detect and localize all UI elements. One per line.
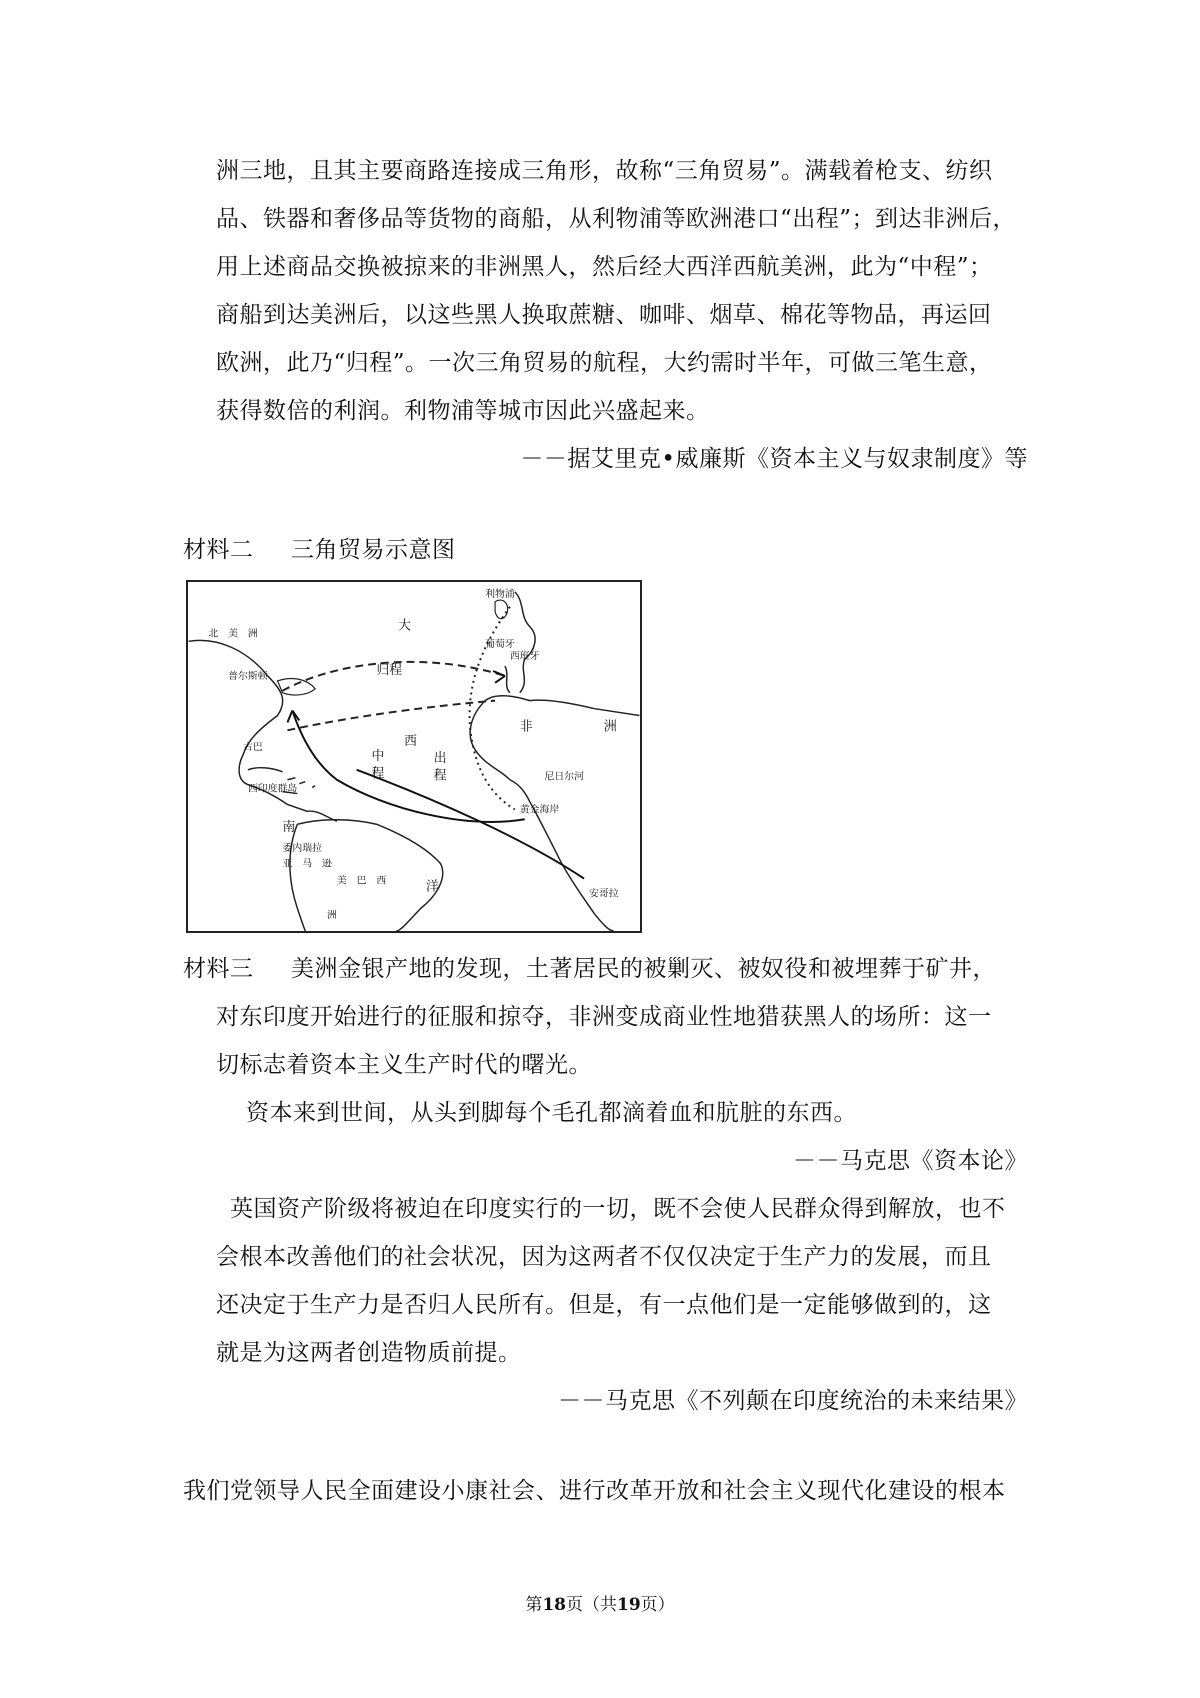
label-da: 大 — [398, 618, 412, 634]
label-newfoundland: 普尔斯顿 — [228, 670, 268, 682]
label-xi: 西 — [404, 734, 417, 750]
label-zhong: 中 — [371, 748, 385, 764]
middle-passage — [292, 711, 524, 822]
material3-line-1-text: 美洲金银产地的发现，土著居民的被剿灭、被奴役和被埋葬于矿井， — [291, 956, 996, 982]
label-niger: 尼日尔河 — [544, 771, 585, 783]
label-zhou: 洲 — [326, 910, 337, 922]
material3-line-3: 切标志着资本主义生产时代的曙光。 — [216, 1052, 592, 1078]
newfoundland-coast — [278, 679, 316, 696]
material3-para-line-2: 会根本改善他们的社会状况，因为这两者不仅仅决定于生产力的发展，而且 — [216, 1244, 992, 1270]
label-portugal: 葡萄牙 — [485, 639, 515, 651]
label-gold-coast: 黄金海岸 — [519, 804, 560, 816]
label-yang: 洋 — [425, 879, 439, 895]
label-africa: 非 — [519, 719, 533, 735]
material3-para-line-3: 还决定于生产力是否归人民所有。但是，有一点他们是一定能够做到的，这 — [216, 1292, 992, 1318]
label-cheng-out: 程 — [433, 768, 447, 784]
map-svg — [188, 582, 640, 931]
material3-para-source: －－马克思《不列颠在印度统治的未来结果》 — [558, 1388, 1028, 1414]
label-west-indies: 西印度群岛 — [247, 783, 298, 795]
material2-title: 三角贸易示意图 — [291, 537, 456, 563]
material3-quote: 资本来到世间，从头到脚每个毛孔都滴着血和肮脏的东西。 — [246, 1100, 857, 1126]
footer-suffix: 页） — [640, 1595, 675, 1615]
page-footer — [0, 1590, 1200, 1615]
label-brazil: 美 巴 西 — [336, 875, 387, 887]
footer-page-number: 18 — [542, 1595, 566, 1615]
material1-line-2: 品、铁器和奢侈品等货物的商船，从利物浦等欧洲港口“出程”；到达非洲后， — [216, 206, 1017, 232]
material2-label: 材料二 — [183, 537, 254, 563]
footer-prefix: 第 — [525, 1595, 543, 1615]
arrow-head-1 — [287, 711, 299, 723]
material2-heading — [183, 533, 456, 567]
material1-line-1: 洲三地，且其主要商路连接成三角形，故称“三角贸易”。满载着枪支、纺织 — [216, 158, 993, 184]
britain-coast — [495, 600, 508, 619]
material1-line-3: 用上述商品交换被掠来的非洲黑人，然后经大西洋西航美洲，此为“中程”； — [216, 254, 993, 280]
label-gui-cheng: 归程 — [376, 662, 403, 678]
material3-para-line-1: 英国资产阶级将被迫在印度实行的一切，既不会使人民群众得到解放，也不 — [230, 1196, 1006, 1222]
label-angola: 安哥拉 — [588, 888, 619, 900]
arrow-head-2 — [493, 671, 505, 683]
label-cuba: 古巴 — [242, 742, 263, 754]
label-venezuela: 委内瑞拉 — [282, 842, 323, 854]
label-north-america: 北 美 洲 — [208, 628, 258, 640]
label-spain: 西班牙 — [509, 651, 540, 663]
footer-total-pages: 19 — [617, 1595, 641, 1615]
triangle-trade-map — [186, 580, 642, 933]
label-south: 南 — [282, 820, 296, 836]
material1-line-5: 欧洲，此乃“归程”。一次三角贸易的航程，大约需时半年，可做三笔生意， — [216, 350, 993, 376]
label-chu: 出 — [433, 750, 447, 766]
label-amazon: 亚 马 逊 — [282, 858, 332, 870]
material1-line-6: 获得数倍的利润。利物浦等城市因此兴盛起来。 — [216, 398, 710, 424]
footer-middle: 页（共 — [566, 1595, 617, 1615]
label-africa-2: 洲 — [603, 719, 617, 735]
return-route-2 — [287, 701, 495, 731]
middle-passage-2 — [357, 770, 584, 879]
material3-label: 材料三 — [183, 956, 254, 982]
label-cheng-mid: 程 — [371, 766, 385, 782]
label-europe: 利物浦 — [485, 588, 515, 600]
material1-line-4: 商船到达美洲后，以这些黑人换取蔗糖、咖啡、烟草、棉花等物品，再运回 — [216, 302, 992, 328]
material3-line-2: 对东印度开始进行的征服和掠夺，非洲变成商业性地猎获黑人的场所：这一 — [216, 1004, 992, 1030]
material1-source: －－据艾里克•威廉斯《资本主义与奴隶制度》等 — [520, 446, 1028, 472]
material3-quote-source: －－马克思《资本论》 — [793, 1148, 1028, 1174]
material3-para-line-4: 就是为这两者创造物质前提。 — [216, 1340, 522, 1366]
bottom-text-line: 我们党领导人民全面建设小康社会、进行改革开放和社会主义现代化建设的根本 — [183, 1478, 1006, 1504]
material3-line-1 — [183, 952, 996, 986]
